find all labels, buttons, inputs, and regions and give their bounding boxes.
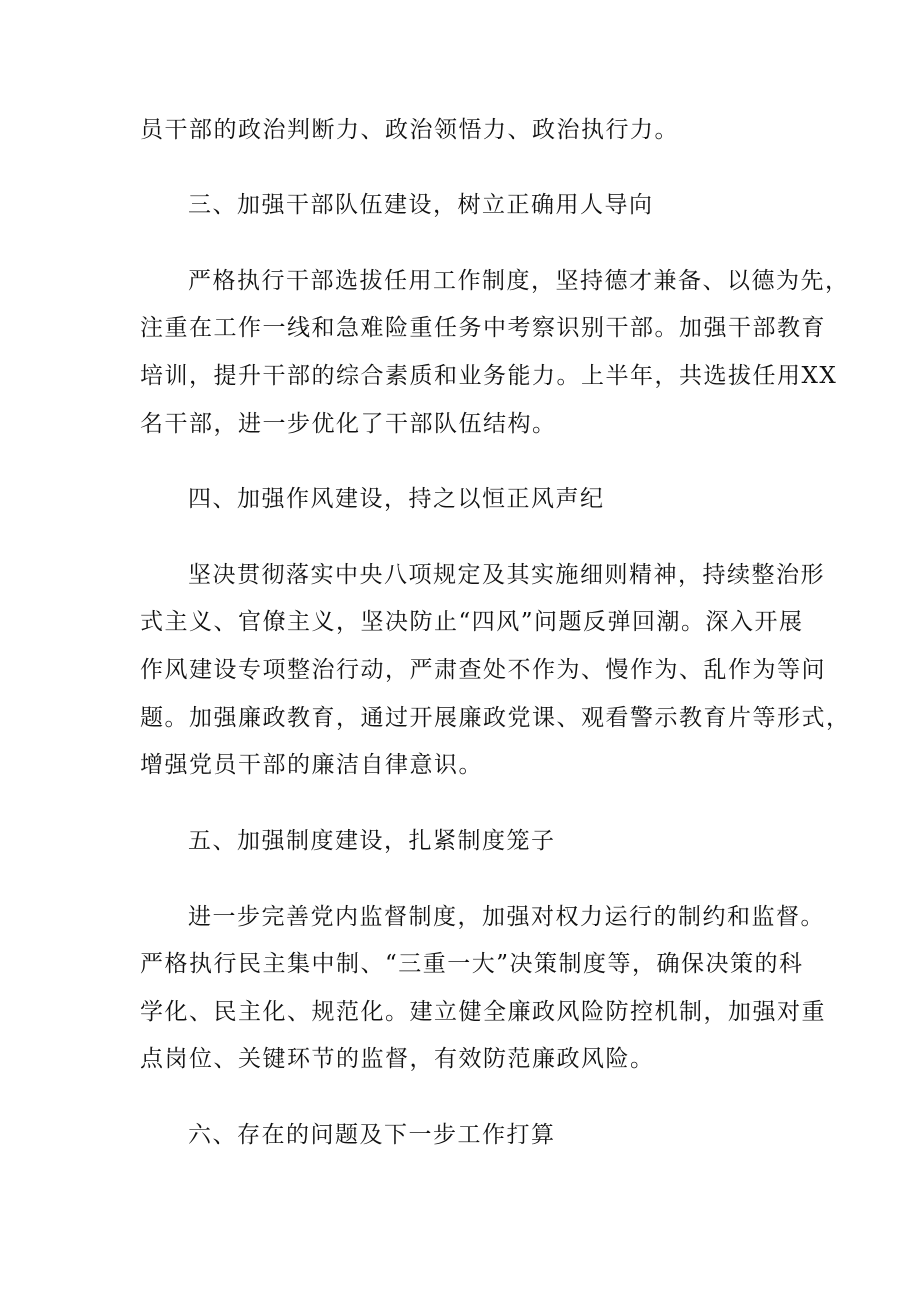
section-heading-6: 六、存在的问题及下一步工作打算 <box>188 1122 556 1148</box>
paragraph-line: 学化、民主化、规范化。建立健全廉政风险防控机制，加强对重 <box>140 999 826 1025</box>
section-heading-5: 五、加强制度建设，扎紧制度笼子 <box>188 828 556 854</box>
section-heading-3: 三、加强干部队伍建设，树立正确用人导向 <box>188 192 654 218</box>
paragraph-line: 点岗位、关键环节的监督，有效防范廉政风险。 <box>140 1046 655 1072</box>
paragraph-line: 进一步完善党内监督制度，加强对权力运行的制约和监督。 <box>188 904 825 930</box>
paragraph-line: 名干部，进一步优化了干部队伍结构。 <box>140 411 557 437</box>
paragraph-line: 作风建设专项整治行动，严肃查处不作为、慢作为、乱作为等问 <box>140 657 826 683</box>
paragraph-line: 坚决贯彻落实中央八项规定及其实施细则精神，持续整治形 <box>188 562 825 588</box>
paragraph-line: 题。加强廉政教育，通过开展廉政党课、观看警示教育片等形式， <box>140 705 851 731</box>
paragraph-line: 严格执行民主集中制、“三重一大”决策制度等，确保决策的科 <box>140 951 804 977</box>
paragraph-line: 式主义、官僚主义，坚决防止“四风”问题反弹回潮。深入开展 <box>140 609 804 635</box>
paragraph-line: 严格执行干部选拔任用工作制度，坚持德才兼备、以德为先， <box>188 268 850 294</box>
paragraph-line: 注重在工作一线和急难险重任务中考察识别干部。加强干部教育 <box>140 315 826 341</box>
continuation-line: 员干部的政治判断力、政治领悟力、政治执行力。 <box>140 117 679 143</box>
paragraph-line: 增强党员干部的廉洁自律意识。 <box>140 752 483 778</box>
paragraph-line: 培训，提升干部的综合素质和业务能力。上半年，共选拔任用XX <box>140 363 838 389</box>
section-heading-4: 四、加强作风建设，持之以恒正风声纪 <box>188 486 605 512</box>
